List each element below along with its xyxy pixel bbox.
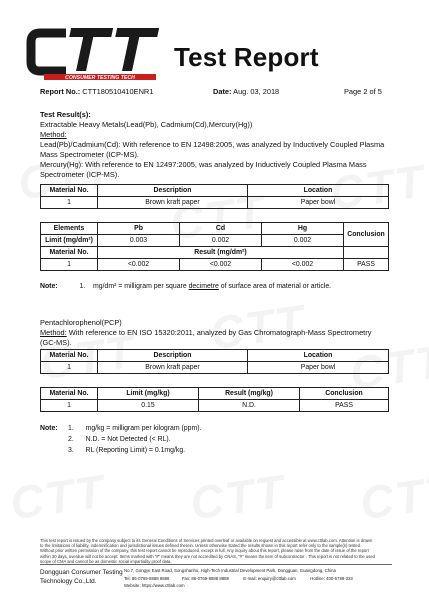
disclaimer-line: within 30 days, overdue will not be accept. Items marked with "#" means they are not accredited by CNAS, "#" means the item of subcontractor . This report is not related to the used (40, 553, 375, 559)
table-cell: 0.002 (262, 235, 344, 247)
note-item (68, 425, 201, 432)
address-line: No.7, Gongye East Road, Songshanhu, High-Tech Industrial Development Park, Dongguan, Guangdong, China (124, 568, 336, 573)
table-cell: PASS (344, 259, 389, 271)
note-number: 2. (68, 436, 74, 443)
method-text: Mass Spectrometer (ICP-MS). (40, 150, 139, 159)
disclaimer-line: This test report is issued by the company subject to its General Conditions of Services printed overleaf or available on request and accessible at www.cttlab.com. Attention is drawn (40, 538, 373, 543)
table-header: Material No. (41, 350, 98, 362)
method-text: Mercury(Hg): With reference to EN 12497:2005, was analyzed by Inductively Coupled Plasma Mass (40, 160, 367, 169)
section-heavy-metals (40, 110, 390, 180)
disclaimer-line: Without prior written permission of the company, this test report cannot be reproduced, except in full. Any inquiry about this report, please raise from the date of issue of the report (40, 548, 369, 554)
report-date-label: Date: (213, 87, 232, 96)
material-table (40, 349, 389, 374)
method-text: Lead(Pb)/Cadmium(Cd): With reference to EN 12498:2005, was analyzed by Inductively Coupled Plasma (40, 140, 385, 149)
company-address (124, 567, 353, 590)
note-text: mg/dm² = milligram per square (93, 283, 189, 290)
note-item (68, 436, 171, 443)
table-cell (344, 247, 389, 259)
email-address[interactable]: E-mail: enquiry@cttlab.com (243, 575, 296, 581)
report-number (40, 87, 153, 96)
test-name: Pentachlorophenol(PCP) (40, 318, 122, 327)
table-header: Limit (mg/dm²) (41, 235, 98, 247)
watermark (187, 464, 289, 531)
table-header: Material No. (41, 185, 98, 197)
results-heading: Test Result(s): (40, 110, 91, 119)
disclaimer-line: to the limitations of liability, indemnification and jurisdictional issues defined therein. Unless otherwise stated the results shown in this report refer only to the sample(s) tested. (40, 543, 362, 549)
table-cell: Paper bowl (248, 197, 389, 209)
footer-divider (40, 564, 392, 565)
note-number: 1. (68, 425, 74, 432)
table-cell: Brown kraft paper (98, 197, 248, 209)
company-name (40, 568, 123, 586)
table-cell: <0.002 (180, 259, 262, 271)
table-header: Pb (98, 223, 180, 235)
website-link[interactable]: Website: https://www.cttlab.com (124, 583, 185, 589)
table-cell: Brown kraft paper (98, 362, 248, 374)
report-header (26, 20, 406, 82)
note-text: N.D. = Not Detected (< RL). (85, 436, 171, 443)
table-cell: 0.003 (98, 235, 180, 247)
note (40, 425, 58, 432)
method-text: With reference to EN ISO 15320:2011, analyzed by Gas Chromatograph-Mass Spectrometry (66, 328, 372, 337)
page-title: Test Report (174, 42, 319, 72)
report-date-value: Aug. 03, 2018 (233, 87, 280, 96)
table-cell: Paper bowl (248, 362, 389, 374)
method-label: Method: (40, 130, 67, 139)
table-header: Elements (41, 223, 98, 235)
table-row (41, 259, 389, 271)
section-pcp (40, 318, 390, 348)
table-cell: 1 (41, 362, 98, 374)
table-header: Limit (mg/kg) (98, 388, 199, 400)
table-cell: 1 (41, 259, 98, 271)
table-header: Result (mg/kg) (199, 388, 300, 400)
hotline-number: Hotline: 400-6788-333 (310, 575, 353, 581)
company-name-line: Dongguan Consumer Testing (40, 569, 123, 576)
watermark (357, 464, 429, 531)
table-cell: 0.002 (180, 235, 262, 247)
report-date (213, 87, 279, 96)
table-cell: N.D. (199, 400, 300, 412)
table-cell: 1 (41, 400, 98, 412)
disclaimer-line: scope of CMA and cannot be as domestic social impartiality proof data. (40, 558, 172, 564)
logo-tagline: CONSUMER TESTING TECH (65, 75, 135, 81)
table-header: Material No. (41, 388, 98, 400)
table-row (41, 197, 389, 209)
note-text: of surface area of material or article. (218, 283, 332, 290)
table-cell: <0.002 (98, 259, 180, 271)
method-text: (GC-MS). (40, 338, 72, 347)
method-text: Spectrometer (ICP-MS). (40, 170, 120, 179)
table-cell: PASS (300, 400, 389, 412)
note-text: RL (Reporting Limit) = 0.1mg/kg. (85, 447, 186, 454)
table-header: Cd (180, 223, 262, 235)
test-name: Extractable Heavy Metals(Lead(Pb), Cadmium(Cd),Mercury(Hg)) (40, 120, 253, 129)
table-header: Description (98, 350, 248, 362)
method-label: Method: (40, 328, 67, 337)
table-header: Description (98, 185, 248, 197)
table-cell: <0.002 (262, 259, 344, 271)
table-row (41, 362, 389, 374)
watermark (7, 464, 109, 531)
table-header: Material No. (41, 247, 98, 259)
material-table (40, 184, 389, 209)
table-header: Hg (262, 223, 344, 235)
logo-text: CTT (26, 24, 28, 25)
table-header: Location (248, 185, 389, 197)
result-table (40, 222, 389, 271)
note-label: Note: (40, 425, 58, 432)
note-text: mg/kg = milligram per kilogram (ppm). (85, 425, 202, 432)
table-header: Conclusion (344, 223, 389, 247)
table-cell: 1 (41, 197, 98, 209)
company-name-line: Technology Co.,Ltd. (40, 578, 97, 585)
table-header: Conclusion (300, 388, 389, 400)
note-text: decimetre (188, 283, 219, 290)
fax-number: Fax: 86-0769-8888 8888 (181, 575, 229, 581)
report-number-value: CTT180510410ENR1 (82, 87, 154, 96)
ctt-logo (26, 24, 162, 84)
footer-disclaimer (40, 538, 392, 564)
phone-number: Tel: 86-0769-8888 8888 (124, 575, 170, 581)
note-item (68, 447, 185, 454)
note-number: 1. (79, 283, 86, 290)
table-cell: 0.15 (98, 400, 199, 412)
note (40, 283, 331, 290)
table-header: Result (mg/dm²) (98, 247, 344, 259)
note-number: 3. (68, 447, 74, 454)
report-number-label: Report No.: (40, 87, 81, 96)
page-number: Page 2 of 5 (344, 87, 382, 96)
note-label: Note: (40, 283, 58, 290)
result-table (40, 387, 389, 412)
table-row (41, 400, 389, 412)
table-header: Location (248, 350, 389, 362)
